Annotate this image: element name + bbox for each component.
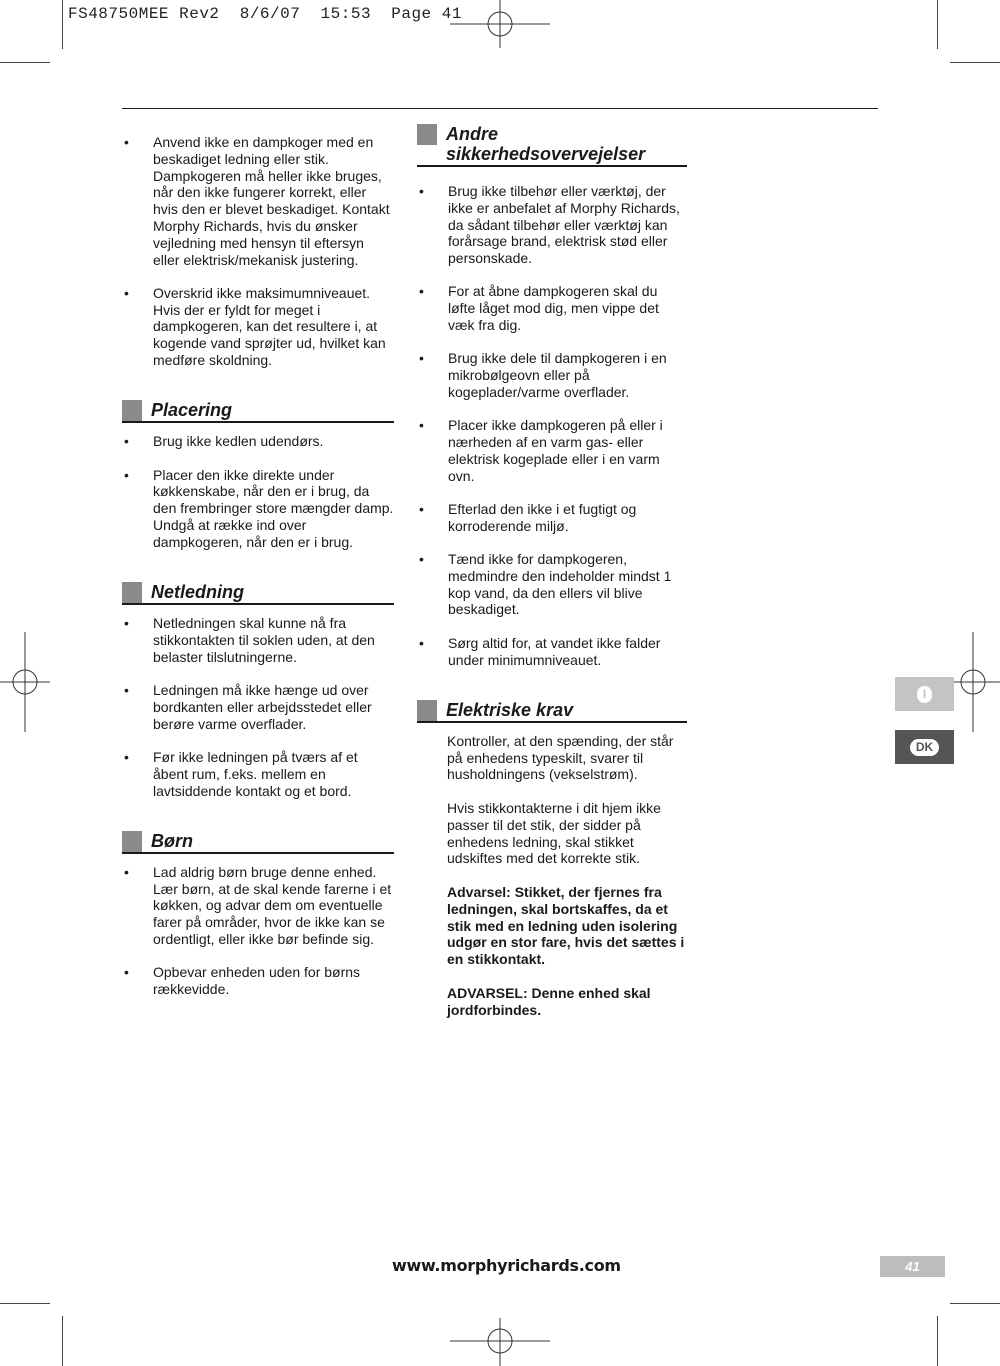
section-title: Netledning xyxy=(151,582,244,603)
placering-bullet-list xyxy=(122,433,394,550)
list-item: • Placer ikke dampkogeren på eller i nærheden af en varm gas- eller elektrisk kogeplade eller i en varm ovn. xyxy=(417,417,687,484)
header-rule xyxy=(122,108,878,109)
list-item: • Brug ikke tilbehør eller værktøj, der ikke er anbefalet af Morphy Richards, da sådant tilbehør eller værktøj kan forårsage brand, elektrisk stød eller personskade. xyxy=(417,183,687,267)
section-title: Børn xyxy=(151,830,193,851)
paragraph: Hvis stikkontakterne i dit hjem ikke passer til det stik, der sidder på enhedens ledning, skal stikket udskiftes med det korrekte stik. xyxy=(447,800,661,867)
registration-mark-left xyxy=(0,632,50,732)
crop-mark xyxy=(62,1316,63,1366)
list-item: • Opbevar enheden uden for børns rækkevidde. xyxy=(122,964,394,998)
registration-mark-top xyxy=(450,0,550,50)
page-number: 41 xyxy=(880,1256,945,1277)
list-item: • Før ikke ledningen på tværs af et åbent rum, f.eks. mellem en lavtsiddende kontakt og et bord. xyxy=(122,749,394,799)
section-heading-placering xyxy=(122,400,394,423)
list-item: • Sørg altid for, at vandet ikke falder under minimumniveauet. xyxy=(417,635,687,669)
list-item: • Anvend ikke en dampkoger med en beskadiget ledning eller stik. Dampkogeren må heller ikke bruges, når den ikke fungerer korrekt, eller hvis den er blevet beskadiget. Kontakt Morphy Richards, hvis du ønsker vejledning med hensyn til eftersyn eller elektrisk/mekanisk justering. xyxy=(122,134,394,268)
warning-paragraph: Advarsel: Stikket, der fjernes fra ledningen, skal bortskaffes, da et stik med en ledning uden isolering udgør en stor fare, hvis det sættes i en stikkontakt. xyxy=(447,884,685,968)
section-title: Placering xyxy=(151,400,233,421)
section-title: Elektriske krav xyxy=(446,699,574,720)
list-item: • Placer den ikke direkte under køkkenskabe, når den er i brug, da den frembringer store mængder damp. Undgå at række ind over dampkogeren, når den er i brug. xyxy=(122,467,394,551)
crop-mark xyxy=(937,1316,938,1366)
crop-mark xyxy=(950,1303,1000,1304)
registration-mark-right xyxy=(950,632,1000,732)
intro-bullet-list xyxy=(122,134,394,369)
crop-mark xyxy=(0,1303,50,1304)
left-column xyxy=(122,134,394,1014)
section-title-line2: sikkerhedsovervejelser xyxy=(446,144,646,164)
crop-mark xyxy=(62,0,63,49)
list-item: • Ledningen må ikke hænge ud over bordkanten eller arbejdsstedet eller berøre varme overflader. xyxy=(122,682,394,732)
footer-url[interactable]: www.morphyrichards.com xyxy=(392,1256,621,1275)
heading-square-icon xyxy=(122,400,142,421)
heading-square-icon xyxy=(122,582,142,603)
section-heading-andre xyxy=(417,124,687,167)
warning-paragraph: ADVARSEL: Denne enhed skal jordforbindes. xyxy=(447,984,651,1018)
language-tab-danish[interactable] xyxy=(895,730,954,764)
section-heading-netledning xyxy=(122,582,394,605)
heading-square-icon xyxy=(417,700,437,721)
crop-mark xyxy=(950,62,1000,63)
crop-mark xyxy=(0,62,50,63)
right-column xyxy=(417,124,687,1035)
netledning-bullet-list xyxy=(122,615,394,799)
born-bullet-list xyxy=(122,864,394,998)
heading-square-icon xyxy=(417,124,437,145)
section-heading-born xyxy=(122,831,394,854)
crop-mark xyxy=(937,0,938,49)
language-tab-label: I xyxy=(917,686,932,703)
section-heading-elektriske xyxy=(417,700,687,723)
language-tab-label: DK xyxy=(910,739,939,756)
print-slug: FS48750MEE Rev2 8/6/07 15:53 Page 41 xyxy=(68,5,462,23)
list-item: • Netledningen skal kunne nå fra stikkontakten til soklen uden, at den belaster tilslutningerne. xyxy=(122,615,394,665)
list-item: • Efterlad den ikke i et fugtigt og korroderende miljø. xyxy=(417,501,687,535)
paragraph: Kontroller, at den spænding, der står på enhedens typeskilt, svarer til husholdningens (vekselstrøm). xyxy=(447,732,674,783)
registration-mark-bottom xyxy=(450,1316,550,1366)
list-item: • For at åbne dampkogeren skal du løfte låget mod dig, men vippe det væk fra dig. xyxy=(417,283,687,333)
list-item: • Brug ikke kedlen udendørs. xyxy=(122,433,394,450)
section-title xyxy=(446,124,645,165)
list-item: • Overskrid ikke maksimumniveauet. Hvis der er fyldt for meget i dampkogeren, kan det resultere i, at kogende vand sprøjter ud, hvilket kan medføre skoldning. xyxy=(122,285,394,369)
list-item: • Tænd ikke for dampkogeren, medmindre den indeholder mindst 1 kop vand, da den ellers vil blive beskadiget. xyxy=(417,551,687,618)
section-title-line1: Andre xyxy=(446,124,499,144)
list-item: • Lad aldrig børn bruge denne enhed. Lær børn, at de skal kende farerne i et køkken, og advar dem om eventuelle farer på områder, hvor de ikke kan se ordentligt, eller ikke bør befinde sig. xyxy=(122,864,394,948)
andre-bullet-list xyxy=(417,183,687,668)
list-item: • Brug ikke dele til dampkogeren i en mikrobølgeovn eller på kogeplader/varme overflader. xyxy=(417,350,687,400)
language-tab-italian[interactable] xyxy=(895,677,954,711)
heading-square-icon xyxy=(122,831,142,852)
